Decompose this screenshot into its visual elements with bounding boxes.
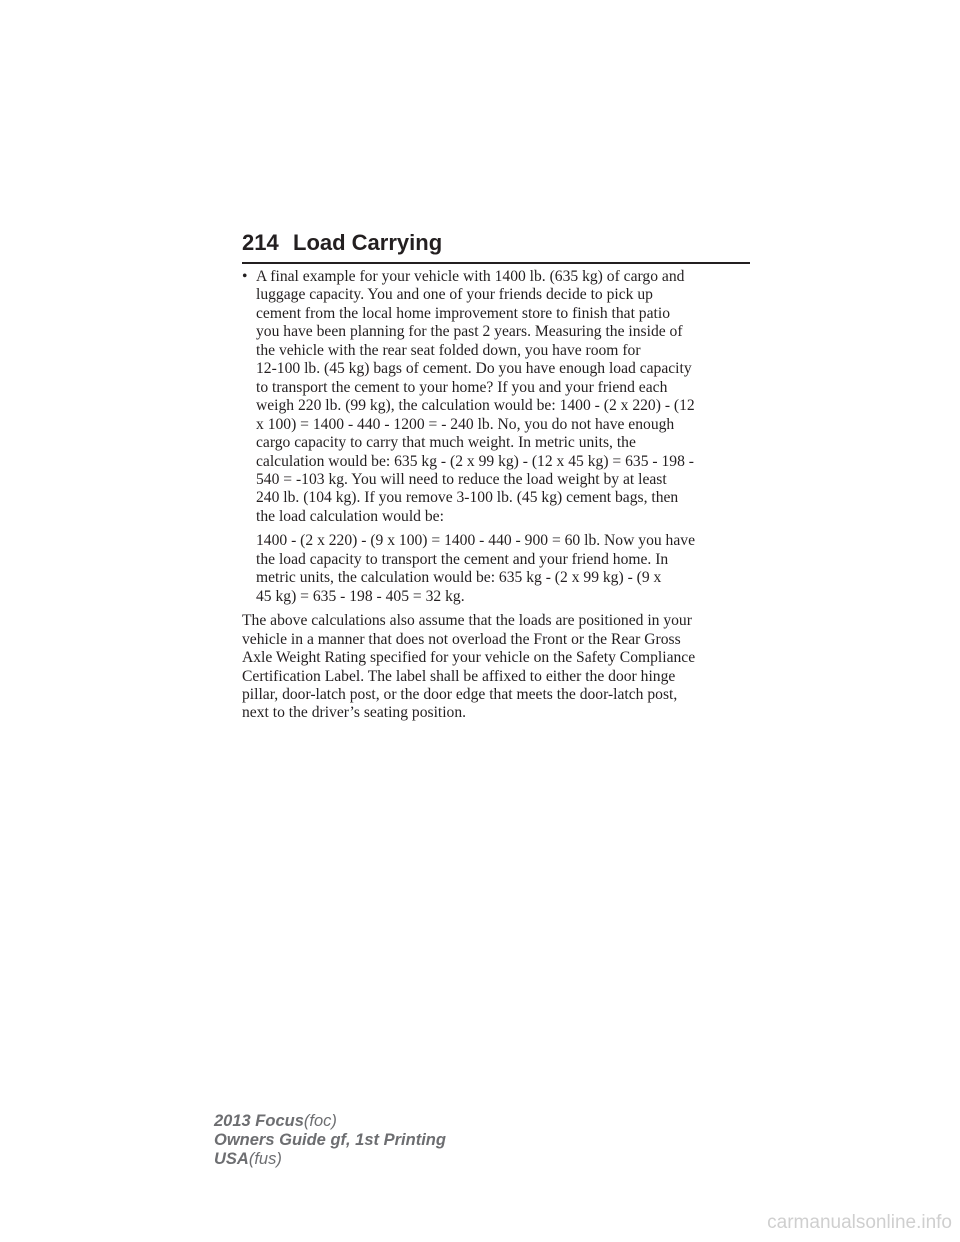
text-line: pillar, door-latch post, or the door edge that meets the door-latch post,	[242, 685, 678, 703]
text-line: the load calculation would be:	[256, 507, 444, 525]
text-line: cargo capacity to carry that much weight. In metric units, the	[256, 434, 636, 452]
bullet-item	[242, 268, 754, 526]
text-line: you have been planning for the past 2 years. Measuring the inside of	[256, 323, 683, 341]
text-line: the load capacity to transport the cement and your friend home. In	[256, 550, 669, 568]
text-line: weigh 220 lb. (99 kg), the calculation would be: 1400 - (2 x 220) - (12	[256, 397, 695, 415]
text-line: metric units, the calculation would be: 635 kg - (2 x 99 kg) - (9 x	[256, 569, 662, 587]
bullet-text	[256, 268, 754, 526]
body-paragraph	[242, 612, 754, 723]
footer-region-code: (fus)	[248, 1150, 282, 1168]
text-line: x 100) = 1400 - 440 - 1200 = - 240 lb. No, you do not have enough	[256, 415, 675, 433]
footer-line	[214, 1112, 446, 1131]
section-title: Load Carrying	[293, 230, 443, 255]
footer-line	[214, 1150, 446, 1169]
footer-region: USA	[214, 1150, 249, 1168]
watermark: carmanualsonline.info	[767, 1212, 952, 1233]
footer-line	[214, 1131, 446, 1150]
document-footer	[214, 1112, 446, 1169]
text-line: 45 kg) = 635 - 198 - 405 = 32 kg.	[256, 587, 465, 605]
text-line: Axle Weight Rating specified for your vehicle on the Safety Compliance	[242, 649, 696, 667]
text-line: next to the driver’s seating position.	[242, 704, 467, 722]
text-line: to transport the cement to your home? If you and your friend each	[256, 378, 668, 396]
text-line: calculation would be: 635 kg - (2 x 99 kg) - (12 x 45 kg) = 635 - 198 -	[256, 452, 694, 470]
text-line: the vehicle with the rear seat folded down, you have room for	[256, 341, 641, 359]
page-content	[242, 268, 754, 723]
text-line: A final example for your vehicle with 1400 lb. (635 kg) of cargo and	[256, 268, 685, 285]
page-number: 214	[242, 230, 279, 255]
bullet-icon: •	[242, 268, 248, 285]
footer-guide: Owners Guide gf, 1st Printing	[214, 1131, 446, 1149]
text-line: 240 lb. (104 kg). If you remove 3-100 lb. (45 kg) cement bags, then	[256, 489, 679, 507]
footer-model: 2013 Focus	[214, 1112, 304, 1130]
text-line: 540 = -103 kg. You will need to reduce the load weight by at least	[256, 470, 667, 488]
calculation-paragraph	[242, 532, 754, 606]
text-line: 12-100 lb. (45 kg) bags of cement. Do you have enough load capacity	[256, 360, 692, 378]
text-line: luggage capacity. You and one of your friends decide to pick up	[256, 286, 653, 304]
text-line: Certification Label. The label shall be affixed to either the door hinge	[242, 667, 676, 685]
page-header	[242, 228, 750, 264]
footer-model-code: (foc)	[303, 1112, 337, 1130]
text-line: cement from the local home improvement store to finish that patio	[256, 304, 670, 322]
text-line: vehicle in a manner that does not overload the Front or the Rear Gross	[242, 630, 681, 648]
text-line: 1400 - (2 x 220) - (9 x 100) = 1400 - 440 - 900 = 60 lb. Now you have	[256, 532, 695, 550]
text-line: The above calculations also assume that the loads are positioned in your	[242, 612, 692, 630]
